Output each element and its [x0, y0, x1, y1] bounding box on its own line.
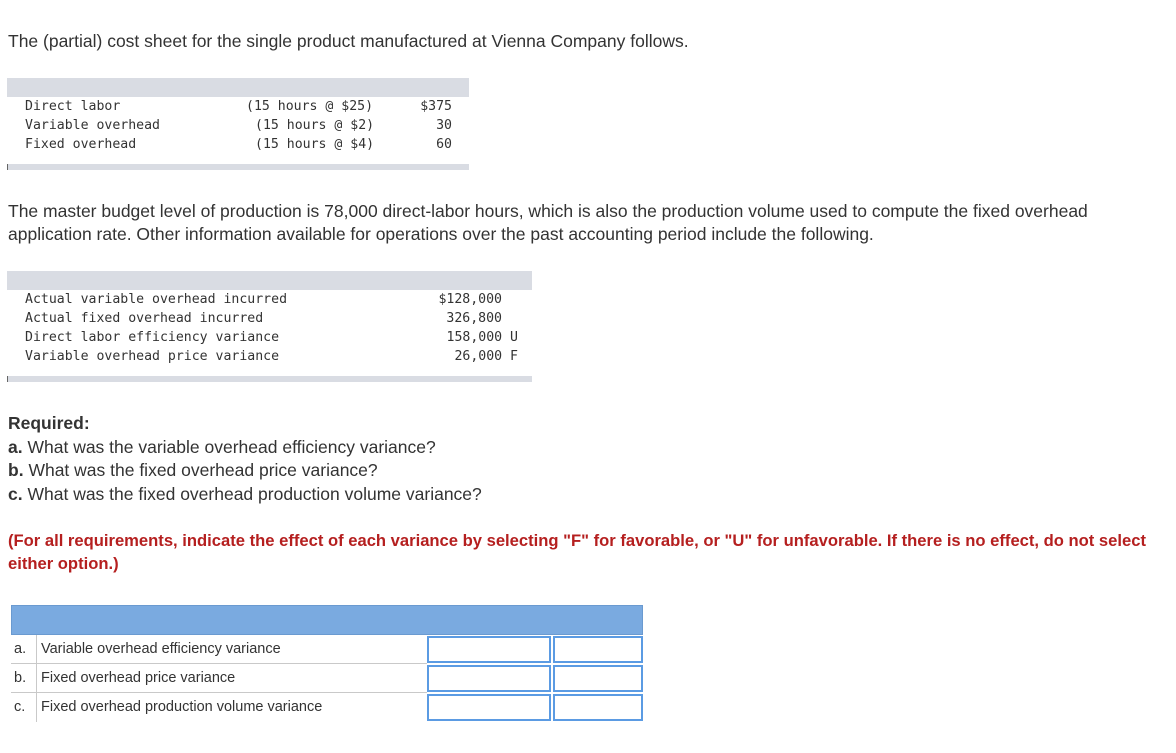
info-row-value: 26,000 F: [454, 349, 518, 364]
info-row-value: $128,000: [438, 292, 502, 307]
cost-row-label: Variable overhead: [25, 118, 160, 133]
other-info-table: [7, 271, 532, 382]
table-footer-bar: [7, 164, 469, 170]
required-item-letter: a.: [8, 436, 23, 457]
required-item-text: What was the variable overhead efficiency variance?: [27, 436, 436, 457]
cost-row-label: Direct labor: [25, 99, 121, 114]
info-row-label: Variable overhead price variance: [25, 349, 280, 364]
answer-table: [11, 605, 643, 721]
cost-row-amount: 60: [436, 137, 452, 152]
cost-row-detail: (15 hours @ $25): [246, 99, 374, 114]
required-item: [8, 483, 482, 507]
table-header-bar: [7, 78, 469, 97]
effect-select[interactable]: [553, 636, 643, 663]
required-section: [8, 412, 482, 506]
effect-select[interactable]: [553, 694, 643, 721]
intro-text: The (partial) cost sheet for the single product manufactured at Vienna Company follows.: [8, 31, 689, 51]
answer-row-label: [11, 664, 427, 693]
effect-select[interactable]: [553, 665, 643, 692]
required-item-text: What was the fixed overhead price variance?: [28, 460, 378, 480]
column-divider: [36, 635, 37, 664]
info-row-label: Direct labor efficiency variance: [25, 330, 280, 345]
required-item-text: What was the fixed overhead production volume variance?: [27, 483, 482, 504]
info-row-value: 326,800: [446, 311, 502, 326]
amount-input[interactable]: [427, 636, 551, 663]
required-item-letter: c.: [8, 483, 23, 504]
cost-row-amount: 30: [436, 118, 452, 133]
required-item-letter: b.: [8, 460, 24, 480]
required-item: [8, 436, 482, 460]
amount-input[interactable]: [427, 694, 551, 721]
cost-sheet-table: [7, 78, 469, 170]
answer-row-text: Variable overhead efficiency variance: [41, 641, 281, 657]
answer-row: [11, 664, 643, 693]
table-footer-bar: [7, 376, 532, 382]
cost-row-detail: (15 hours @ $2): [255, 118, 375, 133]
answer-row-letter: b.: [14, 670, 27, 686]
answer-row-label: [11, 693, 427, 722]
info-row-label: Actual variable overhead incurred: [25, 292, 288, 307]
column-divider: [36, 664, 37, 693]
answer-table-header: [11, 605, 643, 635]
answer-row-letter: c.: [14, 699, 26, 715]
amount-input[interactable]: [427, 665, 551, 692]
info-row-value: 158,000 U: [446, 330, 518, 345]
info-row-label: Actual fixed overhead incurred: [25, 311, 264, 326]
table-header-bar: [7, 271, 532, 290]
answer-row-label: [11, 635, 427, 664]
answer-row-text: Fixed overhead price variance: [41, 670, 236, 686]
cost-row-detail: (15 hours @ $4): [255, 137, 375, 152]
column-divider: [36, 693, 37, 722]
required-heading: Required:: [8, 413, 90, 433]
answer-row-letter: a.: [14, 641, 27, 657]
answer-row: [11, 693, 643, 722]
answer-row-text: Fixed overhead production volume variance: [41, 699, 323, 715]
cost-row-amount: $375: [420, 99, 452, 114]
answer-row: [11, 635, 643, 664]
cost-row-label: Fixed overhead: [25, 137, 137, 152]
master-budget-paragraph: The master budget level of production is 78,000 direct-labor hours, which is also the production volume used to compute the fixed overhead application rate. Other information available for operations over the past accounting period include the following.: [8, 201, 1088, 244]
required-item: [8, 459, 482, 483]
instruction-text: (For all requirements, indicate the effect of each variance by selecting "F" for favorable, or "U" for unfavorable. If there is no effect, do not select either option.): [8, 531, 1146, 573]
